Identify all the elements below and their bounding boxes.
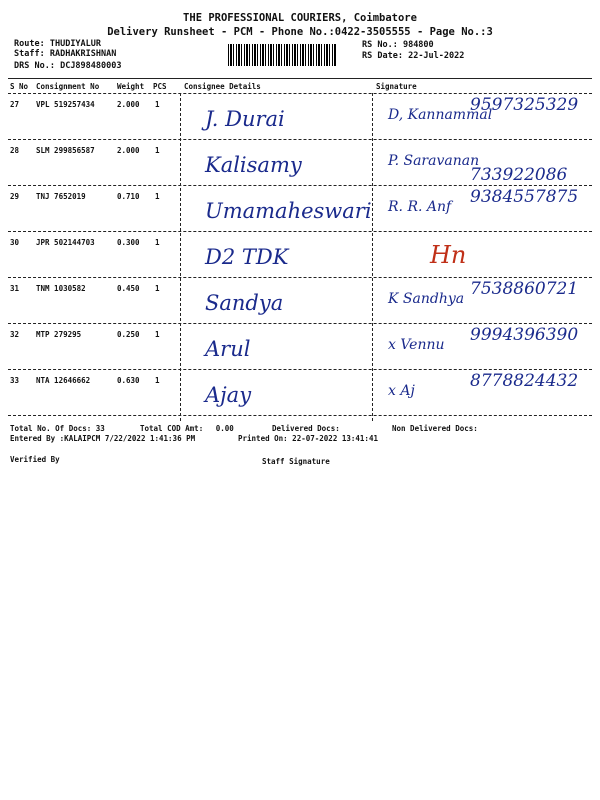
company-title: THE PROFESSIONAL COURIERS, Coimbatore <box>183 12 417 24</box>
signature-handwriting: x Aj <box>388 383 415 399</box>
phone-handwriting: 9994396390 <box>470 325 579 345</box>
row-consignment: JPR 502144703 <box>36 238 95 247</box>
row-rule <box>8 323 592 324</box>
entered-by: Entered By :KALAIPCM 7/22/2022 1:41:36 PM <box>10 434 196 443</box>
col-weight: Weight <box>117 82 145 91</box>
route-info: Route: THUDIYALUR <box>14 39 102 49</box>
row-pcs: 1 <box>155 146 160 155</box>
signature-handwriting: K Sandhya <box>388 291 465 307</box>
column-divider <box>372 93 373 421</box>
signature-handwriting: x Vennu <box>388 337 445 353</box>
col-consignment: Consignment No <box>36 82 100 91</box>
row-consignment: MTP 279295 <box>36 330 82 339</box>
row-rule <box>8 277 592 278</box>
row-weight: 0.630 <box>117 376 140 385</box>
consignee-handwriting: D2 TDK <box>205 245 289 269</box>
column-divider <box>180 93 181 421</box>
row-rule <box>8 369 592 370</box>
row-weight: 0.300 <box>117 238 140 247</box>
row-pcs: 1 <box>155 284 160 293</box>
row-weight: 2.000 <box>117 146 140 155</box>
phone-handwriting: 9384557875 <box>470 187 579 207</box>
row-pcs: 1 <box>155 330 160 339</box>
row-sno: 33 <box>10 376 20 385</box>
phone-handwriting: 7538860721 <box>470 279 579 299</box>
total-cod: Total COD Amt: 0.00 <box>140 424 234 433</box>
runsheet-subtitle: Delivery Runsheet - PCM - Phone No.:0422-3505555 - Page No.:3 <box>107 26 493 38</box>
row-rule <box>8 185 592 186</box>
row-consignment: SLM 299856587 <box>36 146 95 155</box>
row-weight: 2.000 <box>117 100 140 109</box>
header-rule <box>8 93 592 94</box>
consignee-handwriting: J. Durai <box>205 107 285 131</box>
printed-on: Printed On: 22-07-2022 13:41:41 <box>238 434 378 443</box>
row-pcs: 1 <box>155 376 160 385</box>
row-sno: 27 <box>10 100 20 109</box>
col-signature: Signature <box>376 82 417 91</box>
phone-handwriting: 733922086 <box>470 165 568 185</box>
row-consignment: TNJ 7652019 <box>36 192 86 201</box>
table-top-rule <box>8 78 592 79</box>
rs-number: RS No.: 984800 <box>362 40 434 50</box>
consignee-handwriting: Ajay <box>205 383 252 407</box>
row-weight: 0.250 <box>117 330 140 339</box>
row-consignment: NTA 12646662 <box>36 376 91 385</box>
verified-by: Verified By <box>10 455 60 464</box>
consignee-handwriting: Sandya <box>205 291 284 315</box>
row-sno: 31 <box>10 284 20 293</box>
row-weight: 0.450 <box>117 284 140 293</box>
drs-info: DRS No.: DCJ898480003 <box>14 61 122 71</box>
row-sno: 28 <box>10 146 20 155</box>
row-rule <box>8 139 592 140</box>
col-sno: S No <box>10 82 29 91</box>
row-pcs: 1 <box>155 238 160 247</box>
signature-handwriting: R. R. Anf <box>388 199 452 215</box>
row-sno: 30 <box>10 238 20 247</box>
row-pcs: 1 <box>155 100 160 109</box>
col-pcs: PCS <box>153 82 167 91</box>
total-docs: Total No. Of Docs: 33 <box>10 424 105 433</box>
row-weight: 0.710 <box>117 192 140 201</box>
phone-handwriting: 8778824432 <box>470 371 579 391</box>
staff-info: Staff: RADHAKRISHNAN <box>14 49 117 59</box>
signature-handwriting: Hn <box>430 241 467 269</box>
row-consignment: VPL 519257434 <box>36 100 95 109</box>
row-sno: 32 <box>10 330 20 339</box>
phone-handwriting: 9597325329 <box>470 95 579 115</box>
consignee-handwriting: Arul <box>205 337 251 361</box>
rs-date: RS Date: 22-Jul-2022 <box>362 51 465 61</box>
consignee-handwriting: Kalisamy <box>205 153 302 177</box>
staff-signature: Staff Signature <box>262 457 330 466</box>
signature-handwriting: D, Kannammal <box>388 107 493 123</box>
col-consignee: Consignee Details <box>184 82 261 91</box>
row-rule <box>8 231 592 232</box>
row-rule <box>8 415 592 416</box>
signature-handwriting: P. Saravanan <box>388 153 480 169</box>
non-delivered-docs: Non Delivered Docs: <box>392 424 478 433</box>
delivered-docs: Delivered Docs: <box>272 424 340 433</box>
barcode <box>228 44 336 66</box>
consignee-handwriting: Umamaheswari <box>205 199 372 223</box>
row-consignment: TNM 1030582 <box>36 284 86 293</box>
row-sno: 29 <box>10 192 20 201</box>
row-pcs: 1 <box>155 192 160 201</box>
